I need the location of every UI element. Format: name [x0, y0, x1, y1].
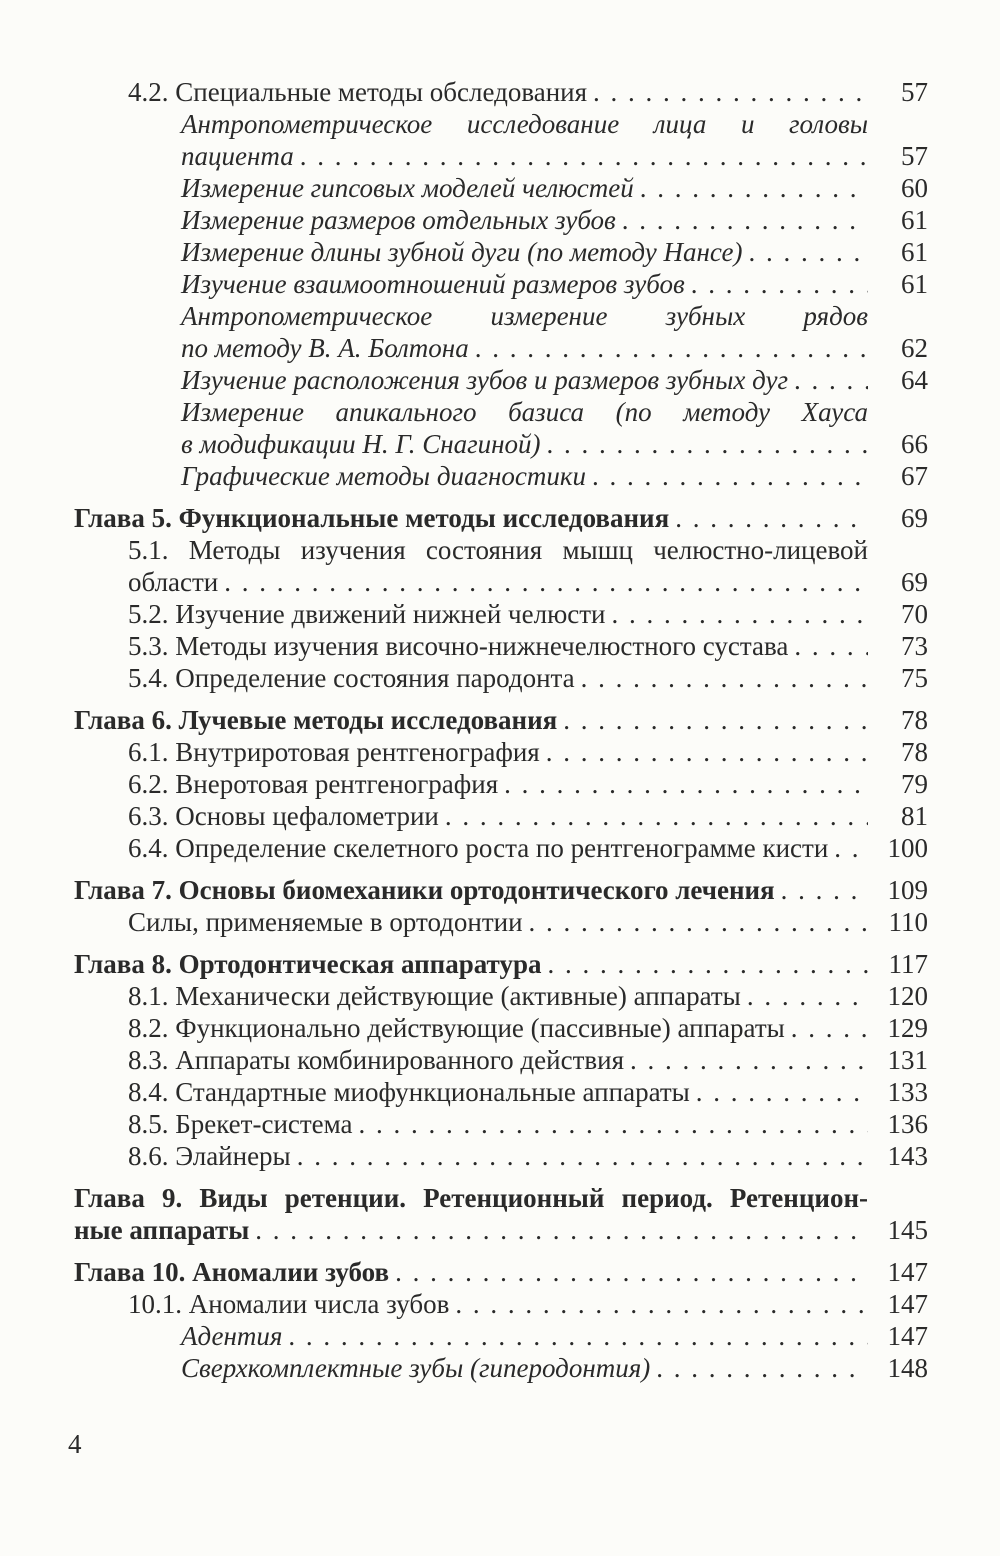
toc-entry-text: [128, 1140, 868, 1172]
dot-leader: [288, 1320, 868, 1352]
toc-page-number: 57: [901, 77, 928, 107]
toc-page-number: 131: [887, 1045, 928, 1075]
toc-entry-title-text: Основы цефалометрии: [175, 801, 439, 831]
toc-entry-title-text: Глава 5. Функциональные методы исследования: [74, 503, 670, 533]
toc-entry-title: [74, 1256, 389, 1288]
toc-entry-title-text: Глава 6. Лучевые методы исследования: [74, 705, 558, 735]
dot-leader: [622, 204, 868, 236]
toc-page-number: 136: [887, 1109, 928, 1139]
toc-entry: [128, 1288, 1000, 1320]
toc-entry-number: 6.4.: [128, 833, 176, 863]
toc-entry-text: [128, 662, 868, 694]
toc-entry: [181, 108, 1000, 172]
toc-entry-line: [181, 460, 868, 492]
toc-entry-title: [181, 172, 634, 204]
toc-entry: [181, 204, 1000, 236]
toc-entry-text: [128, 768, 868, 800]
toc-page-number: 109: [887, 875, 928, 905]
toc-page-number: 129: [887, 1013, 928, 1043]
toc-entry-text: [128, 832, 868, 864]
toc-entry-number: 8.3.: [128, 1045, 176, 1075]
toc-entry-text: [128, 598, 868, 630]
toc-entry-title: [128, 768, 498, 800]
toc-entry-title-text: Измерение размеров отдельных зубов: [181, 205, 616, 235]
toc-entry-line: [74, 1182, 868, 1214]
toc-entry-title-text: Механически действующие (активные) аппараты: [175, 981, 741, 1011]
toc-entry: [128, 1076, 1000, 1108]
toc-entry-number: 5.3.: [128, 631, 176, 661]
toc-page-number: 120: [887, 981, 928, 1011]
toc-entry-line: [128, 980, 868, 1012]
toc-page-number: 100: [887, 833, 928, 863]
toc-entry-number: 6.3.: [128, 801, 176, 831]
toc-entry-title: [128, 1076, 690, 1108]
toc-page-number: 61: [901, 205, 928, 235]
toc-entry-number: 8.2.: [128, 1013, 176, 1043]
toc-entry-text: [128, 906, 868, 938]
toc-page-number: 147: [887, 1257, 928, 1287]
dot-leader: [455, 1288, 868, 1320]
toc-chapter-entry: [74, 1182, 1000, 1246]
dot-leader: [445, 800, 868, 832]
dot-leader: [592, 460, 868, 492]
toc-entry-line: [128, 534, 868, 566]
toc-entry-number: 10.1.: [128, 1289, 189, 1319]
toc-entry-title: [128, 630, 788, 662]
toc-entry-number: 8.6.: [128, 1141, 176, 1171]
dot-leader: [529, 906, 868, 938]
toc-entry-text: [128, 1108, 868, 1140]
toc-entry-title: [74, 704, 557, 736]
toc-entry-title: [128, 662, 575, 694]
toc-page-number: 66: [901, 429, 928, 459]
toc-entry-line: [181, 396, 868, 428]
toc-chapter-entry: [74, 1256, 1000, 1288]
toc-entry-title: [128, 1044, 624, 1076]
toc-entry-title-text: Стандартные миофункциональные аппараты: [175, 1077, 690, 1107]
toc-entry-line: [128, 800, 868, 832]
toc-entry-line: [181, 1352, 868, 1384]
toc-entry-line: [181, 140, 868, 172]
toc-entry-title-text: в модификации Н. Г. Снагиной): [181, 429, 541, 459]
toc-entry: [128, 598, 1000, 630]
toc-entry-title-text: Изучение взаимоотношений размеров зубов: [181, 269, 685, 299]
toc-chapter-entry: [74, 502, 1000, 534]
toc-entry-title-text: Глава 7. Основы биомеханики ортодонтического лечения: [74, 875, 775, 905]
toc-entry-title: [181, 204, 616, 236]
toc-entry-title: [181, 1320, 282, 1352]
toc-entry-title: [128, 1012, 785, 1044]
toc-entry-line: [181, 1320, 868, 1352]
toc-entry-title-text: Внутриротовая рентгенография: [175, 737, 540, 767]
toc-entry-text: [128, 736, 868, 768]
dot-leader: [781, 874, 868, 906]
toc-entry-line: [181, 236, 868, 268]
toc-entry-title: [181, 460, 586, 492]
dot-leader: [794, 364, 868, 396]
toc-entry: [128, 630, 1000, 662]
toc-entry-title-text: Определение скелетного роста по рентгенограмме кисти: [175, 833, 829, 863]
toc-entry-line: [128, 662, 868, 694]
toc-entry-text: [181, 1352, 868, 1384]
toc-entry: [128, 800, 1000, 832]
toc-entry-title-text: пациента: [181, 141, 294, 171]
dot-leader: [675, 502, 868, 534]
toc-page-number: 64: [901, 365, 928, 395]
toc-page-number: 67: [901, 461, 928, 491]
dot-leader: [834, 832, 868, 864]
toc-entry-title: [74, 874, 775, 906]
toc-entry: [181, 300, 1000, 364]
toc-entry-line: [74, 1256, 868, 1288]
toc-entry: [128, 1140, 1000, 1172]
toc-entry: [181, 268, 1000, 300]
toc-entry-line: [74, 948, 868, 980]
dot-leader: [748, 236, 868, 268]
toc-entry-text: [128, 1076, 868, 1108]
toc-entry-text: [128, 534, 868, 598]
toc-entry-title-text: Аппараты комбинированного действия: [175, 1045, 625, 1075]
dot-leader: [581, 662, 868, 694]
toc-page-number: 61: [901, 237, 928, 267]
toc-entry-title-text: Внеротовая рентгенография: [175, 769, 499, 799]
toc-page-number: 147: [887, 1289, 928, 1319]
toc-entry-number: 6.1.: [128, 737, 176, 767]
toc-page-number: 110: [888, 907, 928, 937]
toc-entry-title-text: Аномалии числа зубов: [188, 1289, 450, 1319]
toc-entry-line: [128, 1076, 868, 1108]
toc-entry-text: [128, 1288, 868, 1320]
toc-entry-line: [128, 1288, 868, 1320]
toc-entry-number: 5.2.: [128, 599, 176, 629]
toc-entry-line: [128, 76, 868, 108]
toc-entry-line: [181, 172, 868, 204]
toc-entry: [128, 1012, 1000, 1044]
toc-entry-line: [128, 736, 868, 768]
toc-entry-title: [181, 236, 742, 268]
toc-entry-title: [181, 332, 469, 364]
toc-entry: [181, 236, 1000, 268]
toc-entry-title: [181, 428, 541, 460]
toc-entry-title: Глава 9. Виды ретенции. Ретенционный период. Ретенцион-: [74, 1183, 868, 1213]
dot-leader: [547, 948, 868, 980]
toc-entry-text: [74, 948, 868, 980]
toc-entry: [128, 832, 1000, 864]
toc-entry-title: [128, 566, 218, 598]
toc-entry-text: [128, 630, 868, 662]
toc-entry-text: [128, 980, 868, 1012]
toc-entry-title: [128, 800, 439, 832]
toc-entry: [181, 1352, 1000, 1384]
toc-entry-line: [128, 1044, 868, 1076]
toc-entry-text: [181, 1320, 868, 1352]
toc-entry-text: [74, 1256, 868, 1288]
toc-entry-text: [74, 502, 868, 534]
dot-leader: [546, 736, 868, 768]
toc-entry-number: 4.2.: [128, 77, 176, 107]
toc-entry-title-text: Специальные методы обследования: [175, 77, 588, 107]
dot-leader: [359, 1108, 868, 1140]
toc-entry-title-text: Глава 8. Ортодонтическая аппаратура: [74, 949, 542, 979]
toc-entry-title-text: по методу В. А. Болтона: [181, 333, 469, 363]
toc-page-number: 78: [901, 705, 928, 735]
dot-leader: [794, 630, 868, 662]
toc-chapter-entry: [74, 948, 1000, 980]
toc-entry-title-text: Измерение длины зубной дуги (по методу Нансе): [181, 237, 743, 267]
toc-entry: [128, 534, 1000, 598]
toc-entry: [128, 1044, 1000, 1076]
toc-entry: [181, 396, 1000, 460]
toc-entry-text: [181, 204, 868, 236]
toc-page-number: 75: [901, 663, 928, 693]
page-number: 4: [68, 1429, 82, 1459]
toc-page-number: 133: [887, 1077, 928, 1107]
toc-entry-line: [128, 566, 868, 598]
toc-entry-text: [74, 704, 868, 736]
toc-entry-title-text: области: [128, 567, 219, 597]
dot-leader: [691, 268, 868, 300]
toc-page-number: 69: [901, 567, 928, 597]
toc-entry-line: [128, 1108, 868, 1140]
toc-entry-number: 5.1.: [128, 535, 189, 565]
toc-entry-line: [181, 108, 868, 140]
toc-page-number: 61: [901, 269, 928, 299]
toc-entry-text: [74, 874, 868, 906]
toc-entry-title: [181, 268, 685, 300]
toc-entry-title-text: Графические методы диагностики: [181, 461, 587, 491]
toc-entry-title: [128, 1108, 353, 1140]
dot-leader: [395, 1256, 868, 1288]
toc-entry-line: [128, 1012, 868, 1044]
toc-entry-title: [74, 948, 541, 980]
toc-entry-title: [128, 1288, 449, 1320]
toc-entry: [181, 172, 1000, 204]
toc-page-number: 147: [887, 1321, 928, 1351]
toc-entry: [128, 662, 1000, 694]
dot-leader: [255, 1214, 868, 1246]
toc-page-number: 78: [901, 737, 928, 767]
table-of-contents: [0, 76, 1000, 1384]
toc-entry-title: [74, 1214, 249, 1246]
toc-chapter-entry: [74, 874, 1000, 906]
toc-entry-title: Измерение апикального базиса (по методу Хауса: [181, 397, 868, 427]
toc-entry-title-text: ные аппараты: [74, 1215, 250, 1245]
toc-entry-number: 8.5.: [128, 1109, 176, 1139]
toc-entry-title-text: Изучение расположения зубов и размеров зубных дуг: [181, 365, 788, 395]
dot-leader: [611, 598, 868, 630]
toc-page-number: 81: [901, 801, 928, 831]
toc-entry-title: [128, 598, 605, 630]
toc-page-number: 145: [887, 1215, 928, 1245]
toc-entry-text: [181, 364, 868, 396]
toc-entry: [181, 1320, 1000, 1352]
toc-entry-text: [181, 236, 868, 268]
toc-entry-title: [181, 1352, 650, 1384]
toc-entry-title-text: Элайнеры: [175, 1141, 291, 1171]
toc-entry-title: Антропометрическое исследование лица и головы: [181, 109, 868, 139]
toc-entry-text: [181, 268, 868, 300]
toc-page-number: 57: [901, 141, 928, 171]
toc-entry-title: [128, 1140, 291, 1172]
toc-entry-text: [128, 1012, 868, 1044]
toc-entry-line: [74, 1214, 868, 1246]
toc-entry-line: [181, 364, 868, 396]
toc-entry-line: [128, 832, 868, 864]
toc-entry-line: [181, 204, 868, 236]
toc-entry-number: 6.2.: [128, 769, 176, 799]
toc-entry-line: [74, 502, 868, 534]
toc-entry-title: [181, 140, 294, 172]
toc-entry-title-text: Методы изучения височно-нижнечелюстного сустава: [175, 631, 789, 661]
toc-chapter-entry: [74, 704, 1000, 736]
toc-entry-text: [181, 396, 868, 460]
toc-entry: [128, 736, 1000, 768]
toc-entry-title-text: Силы, применяемые в ортодонтии: [128, 907, 523, 937]
toc-page-number: 62: [901, 333, 928, 363]
dot-leader: [504, 768, 868, 800]
toc-page-number: 60: [901, 173, 928, 203]
dot-leader: [640, 172, 868, 204]
dot-leader: [630, 1044, 868, 1076]
toc-entry-line: [128, 768, 868, 800]
toc-entry-line: [128, 630, 868, 662]
dot-leader: [747, 980, 868, 1012]
toc-entry-title: [181, 364, 788, 396]
toc-entry-line: [128, 906, 868, 938]
dot-leader: [791, 1012, 868, 1044]
toc-entry-line: [181, 300, 868, 332]
toc-page-number: 73: [901, 631, 928, 661]
toc-entry-title-text: Глава 10. Аномалии зубов: [74, 1257, 390, 1287]
toc-entry-title-text: Сверхкомплектные зубы (гиперодонтия): [181, 1353, 651, 1383]
dot-leader: [547, 428, 868, 460]
toc-entry-text: [128, 76, 868, 108]
toc-entry-title-text: Измерение гипсовых моделей челюстей: [181, 173, 634, 203]
toc-entry-number: 5.4.: [128, 663, 176, 693]
toc-entry-title: Методы изучения состояния мышц челюстно-лицевой: [188, 535, 868, 565]
toc-entry-text: [181, 460, 868, 492]
toc-entry: [128, 906, 1000, 938]
dot-leader: [300, 140, 868, 172]
toc-entry-title-text: Определение состояния пародонта: [175, 663, 575, 693]
toc-entry-title: [128, 906, 523, 938]
toc-page-number: 117: [888, 949, 928, 979]
toc-entry-title: [128, 736, 540, 768]
toc-entry-line: [74, 704, 868, 736]
toc-entry-line: [128, 598, 868, 630]
dot-leader: [696, 1076, 868, 1108]
toc-page-number: 143: [887, 1141, 928, 1171]
toc-entry-text: [74, 1182, 868, 1246]
toc-entry-title: [128, 76, 587, 108]
toc-entry-text: [128, 800, 868, 832]
toc-entry-title-text: Изучение движений нижней челюсти: [175, 599, 606, 629]
toc-entry-title-text: Функционально действующие (пассивные) аппараты: [175, 1013, 785, 1043]
toc-entry: [128, 768, 1000, 800]
toc-entry-title: Антропометрическое измерение зубных рядов: [181, 301, 868, 331]
toc-entry: [181, 364, 1000, 396]
toc-entry-title: [128, 832, 828, 864]
toc-entry-text: [181, 108, 868, 172]
toc-entry-number: 8.1.: [128, 981, 176, 1011]
toc-entry-line: [181, 428, 868, 460]
toc-page-number: 70: [901, 599, 928, 629]
toc-entry-line: [74, 874, 868, 906]
toc-page-number: 148: [887, 1353, 928, 1383]
toc-entry: [128, 1108, 1000, 1140]
toc-entry-text: [128, 1044, 868, 1076]
toc-entry-title-text: Брекет-система: [175, 1109, 353, 1139]
toc-entry: [128, 980, 1000, 1012]
toc-entry-title: [74, 502, 669, 534]
toc-entry: [181, 460, 1000, 492]
toc-entry-title-text: Адентия: [181, 1321, 283, 1351]
dot-leader: [297, 1140, 868, 1172]
toc-entry-text: [181, 172, 868, 204]
toc-entry-line: [128, 1140, 868, 1172]
dot-leader: [656, 1352, 868, 1384]
dot-leader: [563, 704, 868, 736]
toc-entry: [128, 76, 1000, 108]
toc-entry-number: 8.4.: [128, 1077, 176, 1107]
toc-entry-line: [181, 268, 868, 300]
toc-page-number: 79: [901, 769, 928, 799]
toc-entry-text: [181, 300, 868, 364]
toc-entry-title: [128, 980, 741, 1012]
dot-leader: [593, 76, 868, 108]
dot-leader: [224, 566, 868, 598]
toc-entry-line: [181, 332, 868, 364]
dot-leader: [475, 332, 868, 364]
toc-page-number: 69: [901, 503, 928, 533]
